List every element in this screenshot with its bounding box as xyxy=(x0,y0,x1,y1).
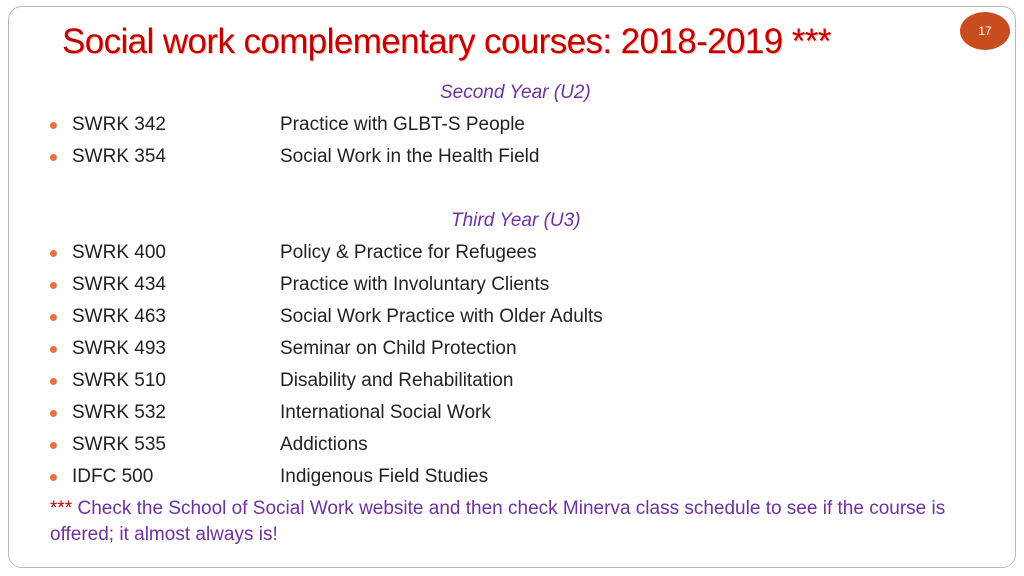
course-name: Indigenous Field Studies xyxy=(280,466,489,487)
bullet-icon xyxy=(50,442,57,449)
course-row xyxy=(50,112,750,140)
bullet-icon xyxy=(50,378,57,385)
course-row xyxy=(50,240,750,268)
bullet-icon xyxy=(50,474,57,481)
bullet-icon xyxy=(50,314,57,321)
course-name: Addictions xyxy=(280,434,368,455)
bullet-icon xyxy=(50,346,57,353)
bullet-icon xyxy=(50,250,57,257)
course-code: SWRK 493 xyxy=(72,338,166,359)
course-name: Disability and Rehabilitation xyxy=(280,370,514,391)
course-code: SWRK 463 xyxy=(72,306,166,327)
course-row xyxy=(50,336,750,364)
course-name: Practice with Involuntary Clients xyxy=(280,274,550,295)
course-row xyxy=(50,272,750,300)
footnote xyxy=(50,496,970,548)
bullet-icon xyxy=(50,282,57,289)
course-code: SWRK 532 xyxy=(72,402,166,423)
bullet-icon xyxy=(50,410,57,417)
footnote-text: Check the School of Social Work website and then check Minerva class schedule to see if the course is offered; it almost always is! xyxy=(50,498,946,545)
course-code: SWRK 535 xyxy=(72,434,166,455)
footnote-stars: *** xyxy=(50,498,73,519)
third-year-heading: Third Year (U3) xyxy=(451,210,581,231)
slide-title: Social work complementary courses: 2018-2019 *** xyxy=(62,22,831,61)
bullet-icon xyxy=(50,154,57,161)
course-name: Social Work in the Health Field xyxy=(280,146,540,167)
second-year-heading: Second Year (U2) xyxy=(440,82,591,103)
course-code: SWRK 400 xyxy=(72,242,166,263)
course-name: International Social Work xyxy=(280,402,491,423)
course-code: SWRK 510 xyxy=(72,370,166,391)
course-code: SWRK 354 xyxy=(72,146,166,167)
course-name: Policy & Practice for Refugees xyxy=(280,242,537,263)
bullet-icon xyxy=(50,122,57,129)
page-number-badge: 17 xyxy=(960,12,1010,50)
course-name: Practice with GLBT-S People xyxy=(280,114,525,135)
course-row xyxy=(50,464,750,492)
course-name: Social Work Practice with Older Adults xyxy=(280,306,603,327)
course-row xyxy=(50,368,750,396)
course-code: SWRK 434 xyxy=(72,274,166,295)
course-row xyxy=(50,432,750,460)
course-row xyxy=(50,400,750,428)
course-name: Seminar on Child Protection xyxy=(280,338,517,359)
course-row xyxy=(50,144,750,172)
course-row xyxy=(50,304,750,332)
course-code: IDFC 500 xyxy=(72,466,154,487)
course-code: SWRK 342 xyxy=(72,114,166,135)
